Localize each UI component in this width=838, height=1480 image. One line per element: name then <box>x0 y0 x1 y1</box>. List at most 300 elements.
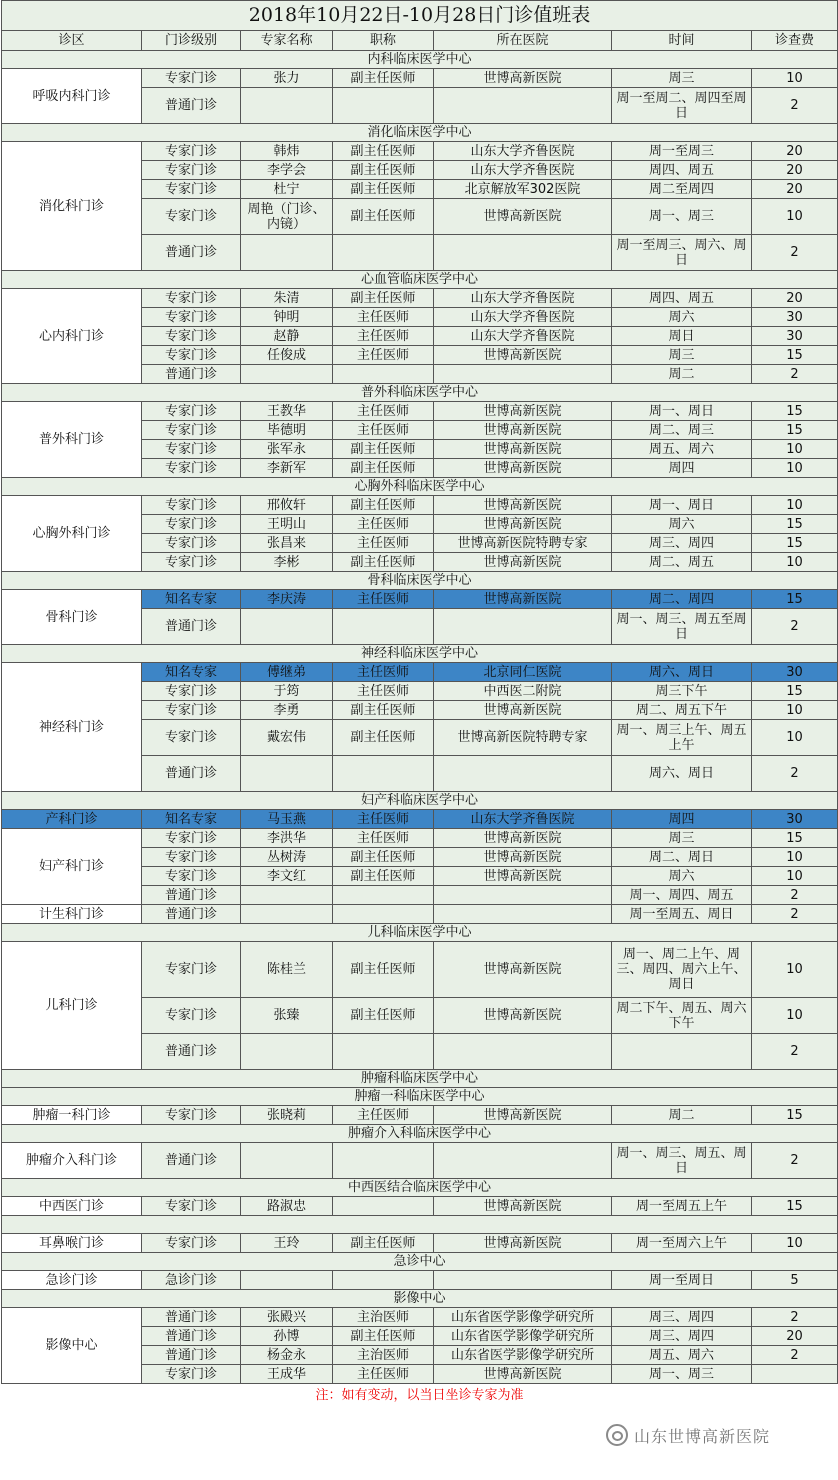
fee-cell: 2 <box>752 235 838 271</box>
fee-cell: 2 <box>752 886 838 905</box>
table-row <box>2 1197 838 1216</box>
level-cell: 普通门诊 <box>142 1346 241 1365</box>
title-cell: 副主任医师 <box>333 848 434 867</box>
title-cell: 主治医师 <box>333 1346 434 1365</box>
title-cell: 副主任医师 <box>333 998 434 1034</box>
section-title: 儿科临床医学中心 <box>2 924 838 942</box>
hospital-cell: 世博高新医院 <box>434 867 612 886</box>
hospital-cell <box>434 88 612 124</box>
section-row <box>2 1216 838 1234</box>
fee-cell: 2 <box>752 609 838 645</box>
level-cell: 普通门诊 <box>142 365 241 384</box>
time-cell: 周一、周日 <box>612 496 752 515</box>
hospital-cell: 山东省医学影像学研究所 <box>434 1346 612 1365</box>
fee-cell: 2 <box>752 905 838 924</box>
fee-cell: 15 <box>752 421 838 440</box>
title-cell: 副主任医师 <box>333 496 434 515</box>
fee-cell: 10 <box>752 848 838 867</box>
fee-cell: 10 <box>752 69 838 88</box>
fee-cell: 20 <box>752 161 838 180</box>
table-row <box>2 289 838 308</box>
doctor-cell <box>241 1271 333 1290</box>
table-row <box>2 829 838 848</box>
time-cell: 周三下午 <box>612 682 752 701</box>
hospital-cell: 山东省医学影像学研究所 <box>434 1308 612 1327</box>
hospital-cell <box>434 1271 612 1290</box>
hospital-cell: 山东大学齐鲁医院 <box>434 308 612 327</box>
fee-cell: 15 <box>752 1197 838 1216</box>
level-cell: 专家门诊 <box>142 998 241 1034</box>
title-cell: 主任医师 <box>333 829 434 848</box>
doctor-cell: 戴宏伟 <box>241 720 333 756</box>
hospital-cell: 山东大学齐鲁医院 <box>434 142 612 161</box>
hospital-cell: 世博高新医院 <box>434 942 612 998</box>
fee-cell: 20 <box>752 289 838 308</box>
doctor-cell: 王玲 <box>241 1234 333 1253</box>
time-cell: 周一至周六上午 <box>612 1234 752 1253</box>
time-cell: 周一至周二、周四至周日 <box>612 88 752 124</box>
hospital-cell: 世博高新医院 <box>434 69 612 88</box>
title-cell: 主任医师 <box>333 308 434 327</box>
fee-cell: 15 <box>752 1106 838 1125</box>
section-title: 消化临床医学中心 <box>2 124 838 142</box>
header-title: 职称 <box>333 31 434 51</box>
hospital-cell: 世博高新医院特聘专家 <box>434 534 612 553</box>
title-cell: 副主任医师 <box>333 161 434 180</box>
table-row <box>2 1271 838 1290</box>
title-cell: 主任医师 <box>333 682 434 701</box>
level-cell: 专家门诊 <box>142 720 241 756</box>
doctor-cell <box>241 905 333 924</box>
hospital-cell: 世博高新医院 <box>434 848 612 867</box>
time-cell: 周二 <box>612 365 752 384</box>
time-cell: 周三、周四 <box>612 1308 752 1327</box>
hospital-cell: 世博高新医院 <box>434 199 612 235</box>
table-row <box>2 142 838 161</box>
area-cell: 产科门诊 <box>2 810 142 829</box>
section-row <box>2 1070 838 1088</box>
doctor-cell: 周艳（门诊、内镜） <box>241 199 333 235</box>
title-cell: 主任医师 <box>333 1365 434 1384</box>
doctor-cell: 李庆涛 <box>241 590 333 609</box>
hospital-cell: 世博高新医院 <box>434 829 612 848</box>
doctor-cell: 李文红 <box>241 867 333 886</box>
fee-cell: 10 <box>752 701 838 720</box>
level-cell: 专家门诊 <box>142 180 241 199</box>
section-row <box>2 924 838 942</box>
doctor-cell: 李洪华 <box>241 829 333 848</box>
time-cell: 周二、周五下午 <box>612 701 752 720</box>
title-cell: 主任医师 <box>333 327 434 346</box>
section-row <box>2 1125 838 1143</box>
fee-cell: 20 <box>752 180 838 199</box>
hospital-cell <box>434 365 612 384</box>
time-cell: 周四 <box>612 459 752 478</box>
title-cell: 副主任医师 <box>333 289 434 308</box>
time-cell: 周一至周日 <box>612 1271 752 1290</box>
level-cell: 专家门诊 <box>142 161 241 180</box>
level-cell: 知名专家 <box>142 810 241 829</box>
fee-cell: 2 <box>752 1346 838 1365</box>
doctor-cell: 傅继弟 <box>241 663 333 682</box>
time-cell: 周六 <box>612 867 752 886</box>
time-cell: 周二、周日 <box>612 848 752 867</box>
hospital-cell: 世博高新医院 <box>434 701 612 720</box>
doctor-cell: 路淑忠 <box>241 1197 333 1216</box>
watermark-text: 山东世博高新医院 <box>634 1426 771 1446</box>
fee-cell: 2 <box>752 756 838 792</box>
level-cell: 专家门诊 <box>142 682 241 701</box>
time-cell: 周六、周日 <box>612 756 752 792</box>
footnote: 注：如有变动，以当日坐诊专家为准 <box>2 1384 838 1408</box>
fee-cell: 20 <box>752 1327 838 1346</box>
doctor-cell: 毕德明 <box>241 421 333 440</box>
table-row <box>2 69 838 88</box>
area-cell: 耳鼻喉门诊 <box>2 1234 142 1253</box>
time-cell <box>612 1034 752 1070</box>
time-cell: 周三、周四 <box>612 1327 752 1346</box>
doctor-cell <box>241 1034 333 1070</box>
fee-cell: 15 <box>752 515 838 534</box>
fee-cell: 10 <box>752 199 838 235</box>
level-cell: 专家门诊 <box>142 1106 241 1125</box>
table-row <box>2 905 838 924</box>
title-cell: 主任医师 <box>333 421 434 440</box>
time-cell: 周二下午、周五、周六下午 <box>612 998 752 1034</box>
title-cell: 副主任医师 <box>333 142 434 161</box>
title-cell: 主任医师 <box>333 663 434 682</box>
time-cell: 周一、周三 <box>612 199 752 235</box>
fee-cell: 10 <box>752 998 838 1034</box>
level-cell: 专家门诊 <box>142 553 241 572</box>
title-cell <box>333 609 434 645</box>
title-cell: 副主任医师 <box>333 1234 434 1253</box>
fee-cell: 15 <box>752 402 838 421</box>
level-cell: 普通门诊 <box>142 1327 241 1346</box>
time-cell: 周四 <box>612 810 752 829</box>
title-cell <box>333 88 434 124</box>
time-cell: 周二、周四 <box>612 590 752 609</box>
doctor-cell: 王明山 <box>241 515 333 534</box>
time-cell: 周一至周三、周六、周日 <box>612 235 752 271</box>
level-cell: 专家门诊 <box>142 289 241 308</box>
fee-cell: 15 <box>752 682 838 701</box>
section-row <box>2 478 838 496</box>
area-cell: 肿瘤介入科门诊 <box>2 1143 142 1179</box>
doctor-cell: 于筠 <box>241 682 333 701</box>
section-row <box>2 1290 838 1308</box>
fee-cell: 15 <box>752 829 838 848</box>
level-cell: 普通门诊 <box>142 1034 241 1070</box>
section-title: 肿瘤介入科临床医学中心 <box>2 1125 838 1143</box>
doctor-cell: 杨金永 <box>241 1346 333 1365</box>
title-cell: 主任医师 <box>333 590 434 609</box>
hospital-cell <box>434 1143 612 1179</box>
time-cell: 周三 <box>612 346 752 365</box>
title-cell: 副主任医师 <box>333 720 434 756</box>
title-cell: 副主任医师 <box>333 1327 434 1346</box>
time-cell: 周二 <box>612 1106 752 1125</box>
area-cell: 中西医门诊 <box>2 1197 142 1216</box>
section-title: 肿瘤科临床医学中心 <box>2 1070 838 1088</box>
fee-cell: 30 <box>752 810 838 829</box>
title-cell: 副主任医师 <box>333 459 434 478</box>
doctor-cell <box>241 1143 333 1179</box>
fee-cell: 10 <box>752 440 838 459</box>
fee-cell: 10 <box>752 720 838 756</box>
title-cell <box>333 905 434 924</box>
fee-cell: 2 <box>752 365 838 384</box>
time-cell: 周一至周五上午 <box>612 1197 752 1216</box>
time-cell: 周三 <box>612 829 752 848</box>
level-cell: 普通门诊 <box>142 756 241 792</box>
section-title: 骨科临床医学中心 <box>2 572 838 590</box>
level-cell: 专家门诊 <box>142 1234 241 1253</box>
doctor-cell <box>241 756 333 792</box>
table-row <box>2 1143 838 1179</box>
hospital-cell: 世博高新医院 <box>434 553 612 572</box>
title-cell: 主治医师 <box>333 1308 434 1327</box>
title-cell: 主任医师 <box>333 515 434 534</box>
doctor-cell: 李新军 <box>241 459 333 478</box>
table-row <box>2 1308 838 1327</box>
table-row <box>2 1106 838 1125</box>
doctor-cell: 王教华 <box>241 402 333 421</box>
hospital-cell: 世博高新医院 <box>434 998 612 1034</box>
time-cell: 周一、周日 <box>612 402 752 421</box>
hospital-cell <box>434 609 612 645</box>
time-cell: 周二至周四 <box>612 180 752 199</box>
doctor-cell: 任俊成 <box>241 346 333 365</box>
level-cell: 专家门诊 <box>142 199 241 235</box>
hospital-cell <box>434 1034 612 1070</box>
level-cell: 专家门诊 <box>142 515 241 534</box>
level-cell: 专家门诊 <box>142 534 241 553</box>
title-cell: 主任医师 <box>333 402 434 421</box>
title-cell: 副主任医师 <box>333 942 434 998</box>
doctor-cell: 李勇 <box>241 701 333 720</box>
area-cell: 呼吸内科门诊 <box>2 69 142 124</box>
hospital-cell: 世博高新医院 <box>434 1106 612 1125</box>
level-cell: 急诊门诊 <box>142 1271 241 1290</box>
section-title: 心血管临床医学中心 <box>2 271 838 289</box>
level-cell: 专家门诊 <box>142 942 241 998</box>
section-title: 肿瘤一科临床医学中心 <box>2 1088 838 1106</box>
level-cell: 知名专家 <box>142 590 241 609</box>
section-row <box>2 124 838 142</box>
time-cell: 周二、周五 <box>612 553 752 572</box>
doctor-cell <box>241 886 333 905</box>
fee-cell: 10 <box>752 867 838 886</box>
level-cell: 专家门诊 <box>142 402 241 421</box>
time-cell: 周一、周三、周五、周日 <box>612 1143 752 1179</box>
header-row <box>2 31 838 51</box>
table-row <box>2 942 838 998</box>
level-cell: 知名专家 <box>142 663 241 682</box>
time-cell: 周一、周四、周五 <box>612 886 752 905</box>
doctor-cell: 丛树涛 <box>241 848 333 867</box>
table-row <box>2 810 838 829</box>
area-cell: 心内科门诊 <box>2 289 142 384</box>
area-cell: 影像中心 <box>2 1308 142 1384</box>
title-cell: 副主任医师 <box>333 701 434 720</box>
section-title: 中西医结合临床医学中心 <box>2 1179 838 1197</box>
doctor-cell <box>241 609 333 645</box>
time-cell: 周六 <box>612 308 752 327</box>
title-cell <box>333 756 434 792</box>
doctor-cell: 钟明 <box>241 308 333 327</box>
fee-cell: 15 <box>752 346 838 365</box>
fee-cell: 30 <box>752 327 838 346</box>
level-cell: 专家门诊 <box>142 142 241 161</box>
title-cell: 副主任医师 <box>333 199 434 235</box>
section-row <box>2 645 838 663</box>
area-cell: 妇产科门诊 <box>2 829 142 905</box>
hospital-cell: 山东省医学影像学研究所 <box>434 1327 612 1346</box>
section-row <box>2 1088 838 1106</box>
section-title: 影像中心 <box>2 1290 838 1308</box>
level-cell: 普通门诊 <box>142 886 241 905</box>
time-cell: 周四、周五 <box>612 289 752 308</box>
time-cell: 周一至周三 <box>612 142 752 161</box>
section-row <box>2 572 838 590</box>
hospital-cell: 世博高新医院 <box>434 1234 612 1253</box>
hospital-cell: 世博高新医院 <box>434 440 612 459</box>
time-cell: 周一、周三上午、周五上午 <box>612 720 752 756</box>
level-cell: 专家门诊 <box>142 69 241 88</box>
doctor-cell: 李学会 <box>241 161 333 180</box>
level-cell: 普通门诊 <box>142 88 241 124</box>
hospital-cell: 北京解放军302医院 <box>434 180 612 199</box>
doctor-cell: 孙博 <box>241 1327 333 1346</box>
doctor-cell: 张力 <box>241 69 333 88</box>
fee-cell: 10 <box>752 496 838 515</box>
hospital-cell: 世博高新医院 <box>434 590 612 609</box>
title-cell <box>333 1034 434 1070</box>
level-cell: 普通门诊 <box>142 609 241 645</box>
level-cell: 专家门诊 <box>142 829 241 848</box>
section-row <box>2 51 838 69</box>
doctor-cell: 邢攸轩 <box>241 496 333 515</box>
fee-cell <box>752 1365 838 1384</box>
doctor-cell <box>241 88 333 124</box>
header-area: 诊区 <box>2 31 142 51</box>
section-title: 妇产科临床医学中心 <box>2 792 838 810</box>
section-title: 内科临床医学中心 <box>2 51 838 69</box>
section-row <box>2 271 838 289</box>
fee-cell: 10 <box>752 553 838 572</box>
section-title <box>2 1216 838 1234</box>
header-hospital: 所在医院 <box>434 31 612 51</box>
title-cell <box>333 365 434 384</box>
title-cell: 主任医师 <box>333 810 434 829</box>
section-row <box>2 792 838 810</box>
title-cell: 主任医师 <box>333 534 434 553</box>
section-row <box>2 1179 838 1197</box>
title-cell: 副主任医师 <box>333 69 434 88</box>
area-cell: 消化科门诊 <box>2 142 142 271</box>
doctor-cell <box>241 365 333 384</box>
hospital-cell: 山东大学齐鲁医院 <box>434 289 612 308</box>
doctor-cell: 张昌来 <box>241 534 333 553</box>
level-cell: 专家门诊 <box>142 848 241 867</box>
table-row <box>2 663 838 682</box>
doctor-cell: 张军永 <box>241 440 333 459</box>
time-cell: 周二、周三 <box>612 421 752 440</box>
time-cell: 周三、周四 <box>612 534 752 553</box>
time-cell: 周一、周三 <box>612 1365 752 1384</box>
hospital-cell: 世博高新医院 <box>434 1365 612 1384</box>
doctor-cell: 杜宁 <box>241 180 333 199</box>
fee-cell: 10 <box>752 942 838 998</box>
section-title: 心胸外科临床医学中心 <box>2 478 838 496</box>
section-row <box>2 1253 838 1271</box>
fee-cell: 5 <box>752 1271 838 1290</box>
hospital-cell: 世博高新医院特聘专家 <box>434 720 612 756</box>
time-cell: 周五、周六 <box>612 440 752 459</box>
title-cell <box>333 886 434 905</box>
level-cell: 专家门诊 <box>142 496 241 515</box>
level-cell: 专家门诊 <box>142 1365 241 1384</box>
doctor-cell: 李彬 <box>241 553 333 572</box>
table-row <box>2 1234 838 1253</box>
hospital-cell: 世博高新医院 <box>434 402 612 421</box>
time-cell: 周四、周五 <box>612 161 752 180</box>
area-cell: 儿科门诊 <box>2 942 142 1070</box>
level-cell: 专家门诊 <box>142 459 241 478</box>
section-title: 普外科临床医学中心 <box>2 384 838 402</box>
fee-cell: 2 <box>752 1143 838 1179</box>
level-cell: 普通门诊 <box>142 905 241 924</box>
fee-cell: 2 <box>752 88 838 124</box>
doctor-cell: 赵静 <box>241 327 333 346</box>
level-cell: 普通门诊 <box>142 1308 241 1327</box>
level-cell: 专家门诊 <box>142 440 241 459</box>
title-cell: 副主任医师 <box>333 867 434 886</box>
title-cell <box>333 1197 434 1216</box>
header-level: 门诊级别 <box>142 31 241 51</box>
doctor-cell: 张殿兴 <box>241 1308 333 1327</box>
title-cell: 主任医师 <box>333 346 434 365</box>
hospital-cell: 世博高新医院 <box>434 496 612 515</box>
fee-cell: 20 <box>752 142 838 161</box>
area-cell: 计生科门诊 <box>2 905 142 924</box>
doctor-cell: 陈桂兰 <box>241 942 333 998</box>
hospital-cell: 中西医二附院 <box>434 682 612 701</box>
area-cell: 普外科门诊 <box>2 402 142 478</box>
hospital-cell: 世博高新医院 <box>434 515 612 534</box>
level-cell: 专家门诊 <box>142 421 241 440</box>
level-cell: 专家门诊 <box>142 867 241 886</box>
watermark <box>598 1420 826 1450</box>
hospital-cell <box>434 235 612 271</box>
time-cell: 周一、周二上午、周三、周四、周六上午、周日 <box>612 942 752 998</box>
doctor-cell: 马玉燕 <box>241 810 333 829</box>
table-row <box>2 496 838 515</box>
hospital-cell <box>434 886 612 905</box>
section-row <box>2 384 838 402</box>
table-row <box>2 402 838 421</box>
area-cell: 肿瘤一科门诊 <box>2 1106 142 1125</box>
hospital-cell: 世博高新医院 <box>434 421 612 440</box>
doctor-cell: 张臻 <box>241 998 333 1034</box>
title-cell <box>333 1271 434 1290</box>
hospital-cell: 世博高新医院 <box>434 459 612 478</box>
doctor-cell: 王成华 <box>241 1365 333 1384</box>
hospital-cell: 世博高新医院 <box>434 1197 612 1216</box>
title-cell: 副主任医师 <box>333 553 434 572</box>
schedule-title: 2018年10月22日-10月28日门诊值班表 <box>2 1 838 31</box>
